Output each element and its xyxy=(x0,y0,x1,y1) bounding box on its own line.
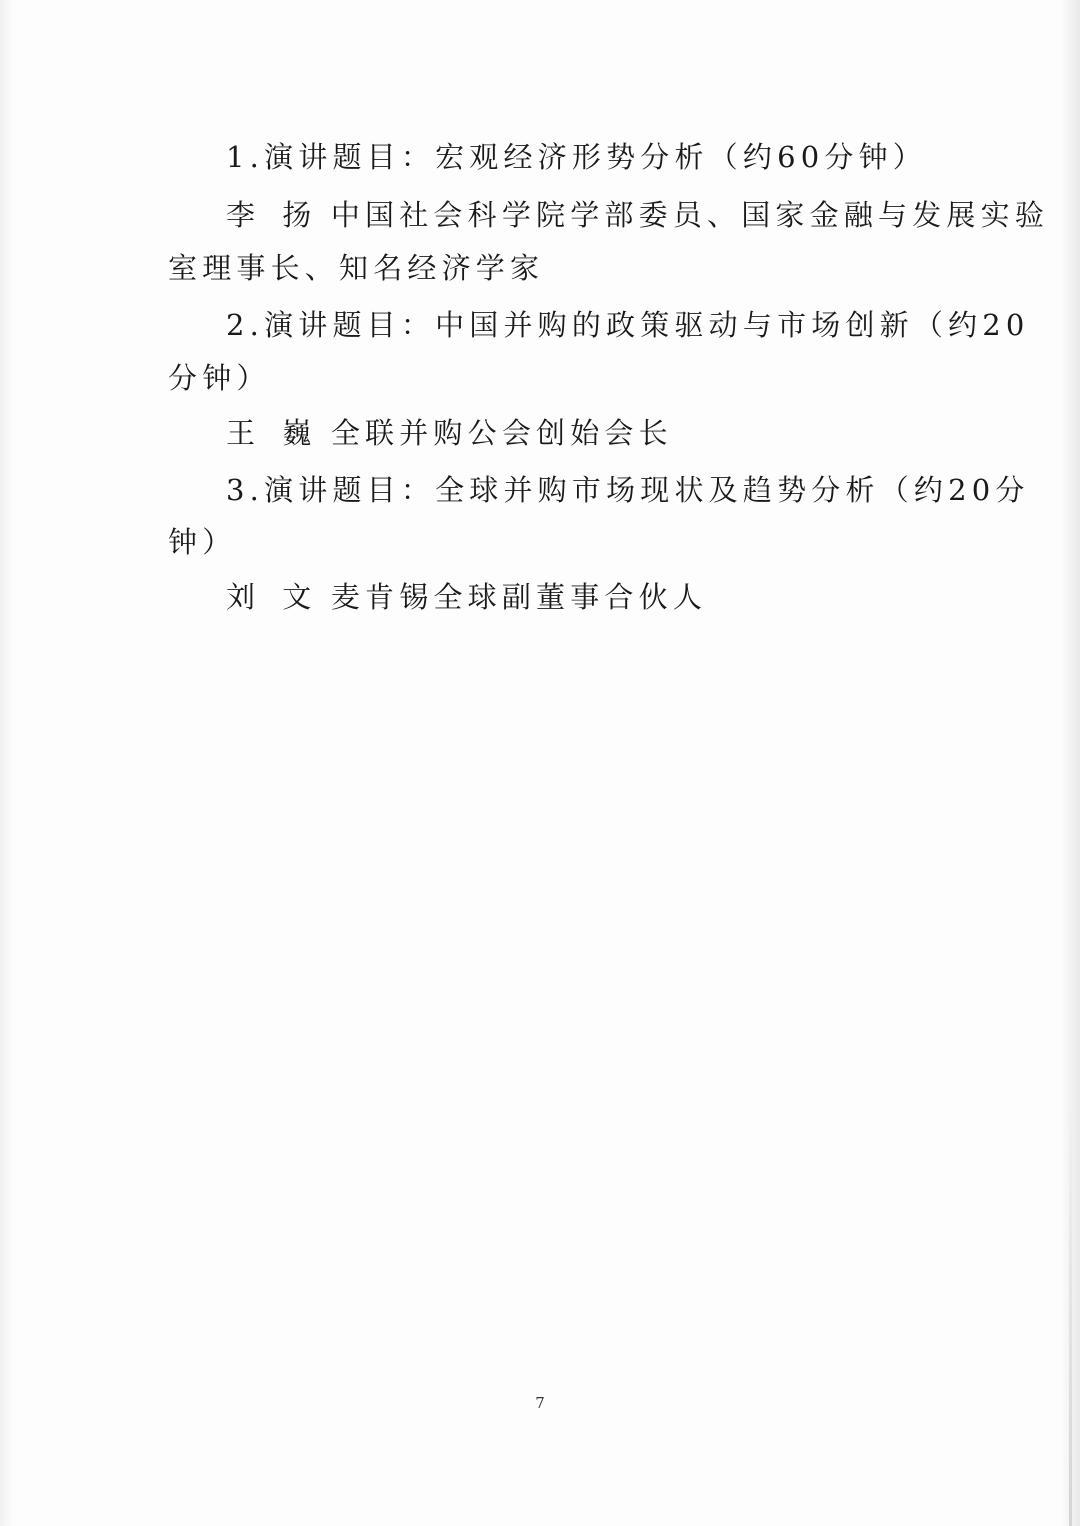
talk-1-title: 1.演讲题目：宏观经济形势分析（约60分钟） xyxy=(226,140,927,174)
talk-2-speaker-surname: 王 xyxy=(226,416,261,450)
talk-3-speaker-given: 文 xyxy=(282,580,317,614)
talk-3-title-cont: 钟） xyxy=(168,525,237,559)
talk-1-speaker-surname: 李 xyxy=(226,198,261,232)
talk-1-speaker-description-cont: 室理事长、知名经济学家 xyxy=(168,251,545,285)
talk-2-title-cont: 分钟） xyxy=(168,361,271,395)
talk-3-speaker-surname: 刘 xyxy=(226,580,261,614)
talk-1-speaker-given: 扬 xyxy=(282,198,317,232)
talk-1-speaker-description: 中国社会科学院学部委员、国家金融与发展实验 xyxy=(330,198,1050,232)
talk-3-title: 3.演讲题目：全球并购市场现状及趋势分析（约20分 xyxy=(226,473,1030,507)
talk-2-speaker-description: 全联并购公会创始会长 xyxy=(330,416,673,450)
talk-1-speaker-line xyxy=(226,195,1050,235)
talk-2-speaker-given: 巍 xyxy=(282,416,317,450)
scan-crease-right xyxy=(1069,1100,1072,1526)
page-number: 7 xyxy=(535,1394,545,1412)
scan-shadow-left xyxy=(0,0,14,1526)
talk-2-title: 2.演讲题目：中国并购的政策驱动与市场创新（约20 xyxy=(226,308,1030,342)
talk-3-speaker-line xyxy=(226,577,986,617)
talk-3-speaker-description: 麦肯锡全球副董事合伙人 xyxy=(330,580,708,614)
talk-2-speaker-line xyxy=(226,413,986,453)
